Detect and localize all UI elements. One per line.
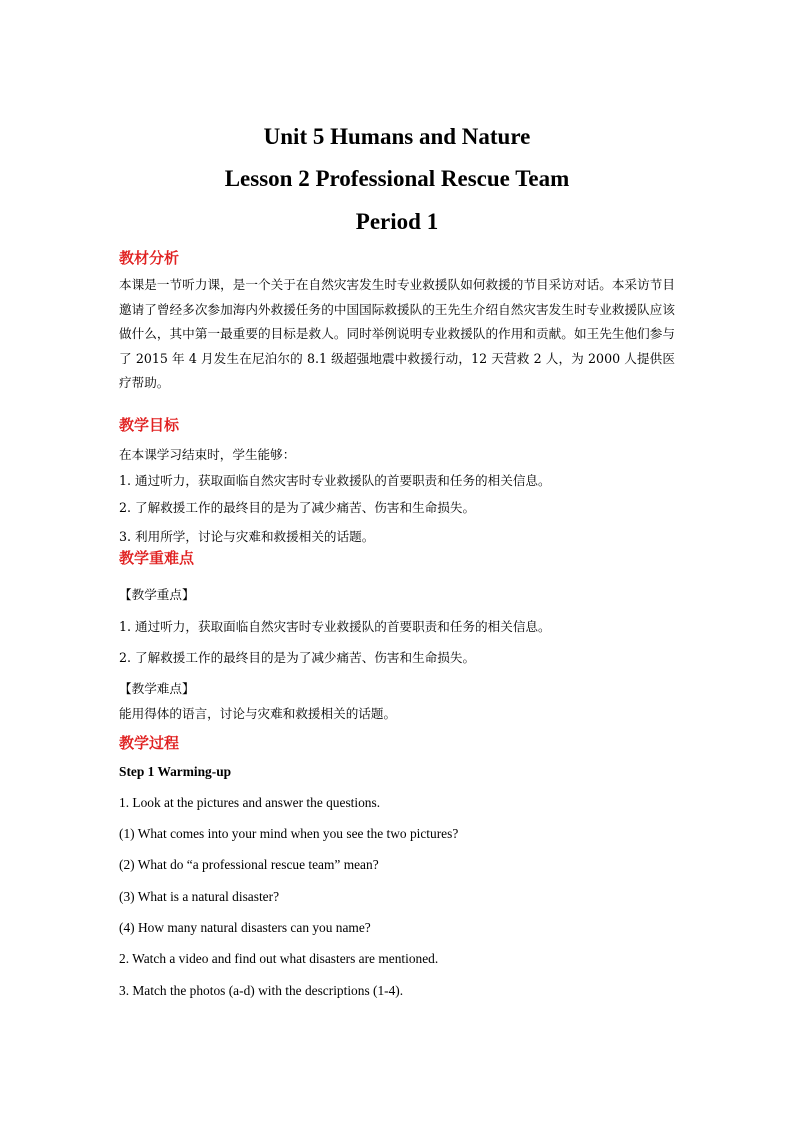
analysis-heading: 教材分析 [119,249,180,267]
objective-item: 3. 利用所学，讨论与灾难和救援相关的话题。 [119,529,375,544]
process-line: (1) What comes into your mind when you see the two pictures? [119,826,459,841]
step1-heading: Step 1 Warming-up [119,764,232,779]
difficulty-text: 能用得体的语言，讨论与灾难和救援相关的话题。 [119,706,397,721]
process-line: (2) What do “a professional rescue team” mean? [119,857,379,872]
objectives-heading: 教学目标 [119,416,180,434]
objectives-intro: 在本课学习结束时，学生能够： [119,447,296,462]
lesson-title: Lesson 2 Professional Rescue Team [224,166,570,191]
analysis-paragraph: 本课是一节听力课，是一个关于在自然灾害发生时专业救援队如何救援的节目采访对话。本采访节目邀请了曾经多次参加海内外救援任务的中国国际救援队的王先生介绍自然灾害发生时专业救援队应该做什么，其中第一最重要的目标是救人。同时举例说明专业救援队的作用和贡献。如王先生他们参与了 2015 年 4 月发生在尼泊尔的 8.1 级超强地震中救援行动，12 天营救 2 人，为 2000 人提供医疗帮助。 [119,277,675,391]
focus-item: 1. 通过听力，获取面临自然灾害时专业救援队的首要职责和任务的相关信息。 [119,619,551,634]
process-line: 3. Match the photos (a-d) with the descriptions (1-4). [119,983,404,998]
unit-title: Unit 5 Humans and Nature [263,124,531,149]
keypoints-heading: 教学重难点 [119,549,195,567]
process-heading: 教学过程 [119,734,180,752]
period-title: Period 1 [355,209,439,234]
objective-item: 2. 了解救援工作的最终目的是为了减少痛苦、伤害和生命损失。 [119,500,476,515]
difficulty-label: 【教学难点】 [119,681,195,696]
process-line: 2. Watch a video and find out what disasters are mentioned. [119,951,439,966]
objective-item: 1. 通过听力，获取面临自然灾害时专业救援队的首要职责和任务的相关信息。 [119,473,551,488]
process-line: 1. Look at the pictures and answer the questions. [119,795,381,810]
process-line: (4) How many natural disasters can you name? [119,920,371,935]
process-line: (3) What is a natural disaster? [119,889,280,904]
focus-item: 2. 了解救援工作的最终目的是为了减少痛苦、伤害和生命损失。 [119,650,476,665]
focus-label: 【教学重点】 [119,587,195,602]
